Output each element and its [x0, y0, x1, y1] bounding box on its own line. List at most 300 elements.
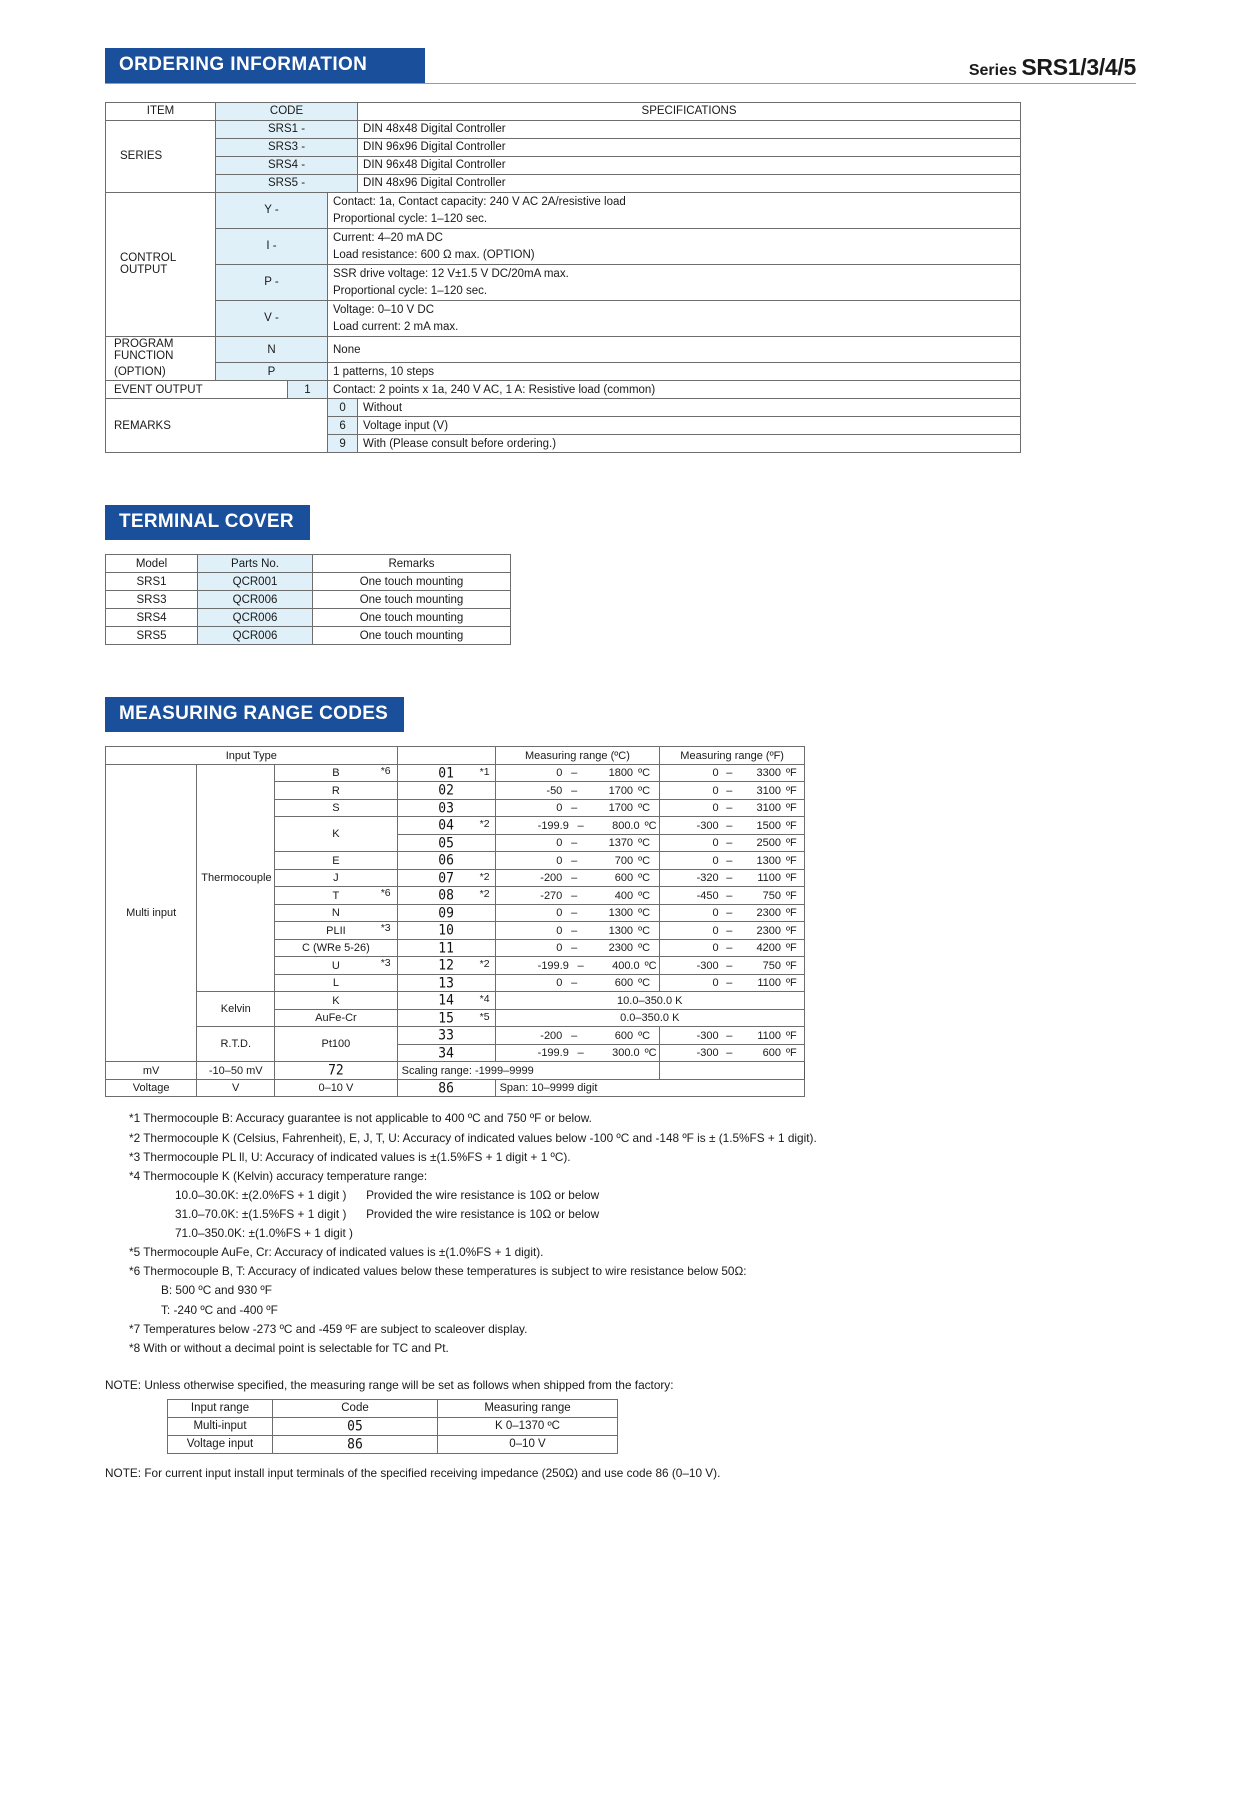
range-code-value: 13 [438, 974, 454, 992]
table-row [106, 609, 511, 627]
table-row [106, 228, 1021, 246]
remarks-code: 0 [328, 399, 358, 417]
footnote-5: *5 Thermocouple AuFe, Cr: Accuracy of indicated values is ±(1.0%FS + 1 digit). [129, 1245, 544, 1260]
footnotes-block [105, 1109, 1136, 1357]
range-high: 1370 [608, 837, 634, 850]
section-banner-ordering: ORDERING INFORMATION [105, 48, 425, 83]
range-celsius: 0 – 1370 ºC [495, 834, 660, 852]
range-code-footnote: *2 [479, 818, 490, 831]
range-low: 0 [712, 854, 719, 867]
table-row [106, 174, 1021, 192]
footnote-3: *3 Thermocouple PL ll, U: Accuracy of indicated values is ±(1.5%FS + 1 digit + 1 ºC). [129, 1149, 571, 1164]
table-row [106, 381, 1021, 399]
range-low: 0 [712, 767, 719, 780]
range-code [397, 922, 495, 940]
control-output-code: V - [216, 300, 328, 336]
subgroup-kelvin: Kelvin [197, 992, 275, 1027]
col-model: Model [106, 555, 198, 573]
program-function-spec: None [328, 336, 1021, 363]
input-type [275, 869, 397, 887]
range-high: 400.0 [612, 959, 640, 972]
footnote-6: *6 Thermocouple B, T: Accuracy of indicated values below these temperatures is subject to wire resistance below 50Ω: [129, 1264, 747, 1279]
range-code-footnote: *2 [479, 870, 490, 883]
remarks: One touch mounting [313, 627, 511, 645]
remarks-code: 6 [328, 417, 358, 435]
control-output-spec-line2: Proportional cycle: 1–120 sec. [328, 282, 1021, 300]
range-low: -300 [696, 1029, 719, 1042]
range-code-value: 01 [438, 764, 454, 782]
range-celsius: -270 – 400 ºC [495, 887, 660, 905]
remarks-spec: With (Please consult before ordering.) [358, 435, 1021, 453]
range-celsius: -199.9 – 800.0 ºC [495, 817, 660, 835]
table-row [106, 399, 1021, 417]
measuring-range: 0–10 V [438, 1435, 618, 1453]
series-spec: DIN 96x48 Digital Controller [358, 156, 1021, 174]
parts-no: QCR006 [198, 627, 313, 645]
range-low: 0 [712, 977, 719, 990]
range-code-value: 86 [347, 1435, 363, 1453]
range-unit: ºC [638, 1029, 651, 1042]
range-code [397, 764, 495, 782]
remarks-spec: Voltage input (V) [358, 417, 1021, 435]
subgroup-rtd: R.T.D. [197, 1027, 275, 1062]
range-code [275, 1062, 397, 1080]
table-row [106, 120, 1021, 138]
range-code-value: 14 [438, 992, 454, 1010]
range-unit: ºF [785, 854, 797, 867]
input-type [275, 939, 397, 957]
row-label-program-function: PROGRAM FUNCTION [106, 336, 216, 363]
table-row [106, 264, 1021, 282]
range-unit: ºC [638, 767, 651, 780]
group-multi-input: Multi input [106, 764, 197, 1062]
input-type-label: K [332, 828, 340, 841]
range-high: 1100 [757, 872, 781, 885]
range-high: 1300 [756, 854, 781, 867]
range-unit: ºF [785, 802, 797, 815]
range-celsius: 0 – 2300 ºC [495, 939, 660, 957]
range-unit: ºF [785, 837, 797, 850]
table-row [106, 627, 511, 645]
range-unit: ºF [785, 767, 797, 780]
range-code-value: 03 [438, 799, 454, 817]
range-code-value: 72 [328, 1062, 344, 1080]
range-high: 3100 [756, 802, 781, 815]
control-output-code: Y - [216, 192, 328, 228]
col-parts-no: Parts No. [198, 555, 313, 573]
range-code [273, 1417, 438, 1435]
input-type [275, 1009, 397, 1027]
range-code-value: 12 [438, 957, 454, 975]
series-code: SRS4 - [216, 156, 358, 174]
col-item: ITEM [106, 102, 216, 120]
range-celsius: 0 – 1300 ºC [495, 922, 660, 940]
range-low: 0 [712, 924, 719, 937]
range-high: 3300 [756, 767, 781, 780]
table-header-row [168, 1399, 618, 1417]
event-output-spec: Contact: 2 points x 1a, 240 V AC, 1 A: Resistive load (common) [328, 381, 1021, 399]
range-code-footnote: *2 [479, 888, 490, 901]
input-type-label: K [332, 994, 340, 1007]
input-type [275, 817, 397, 852]
range-code [397, 1027, 495, 1045]
range-high: 700 [614, 854, 634, 867]
input-type-label: B [332, 767, 340, 780]
range-code-value: 34 [438, 1044, 454, 1062]
table-row [106, 138, 1021, 156]
range-high: 4200 [756, 942, 781, 955]
col-specifications: SPECIFICATIONS [358, 102, 1021, 120]
range-code [397, 1079, 495, 1097]
range-unit: ºF [785, 907, 797, 920]
factory-default-table [167, 1399, 618, 1454]
input-type [275, 887, 397, 905]
table-row [106, 591, 511, 609]
input-type-label: 0–10 V [275, 1079, 397, 1097]
input-type-label: N [331, 907, 340, 920]
input-type-footnote: *6 [380, 887, 391, 900]
row-label-remarks: REMARKS [106, 399, 328, 453]
col-code: Code [273, 1399, 438, 1417]
range-high: 400 [614, 889, 634, 902]
range-high: 800.0 [612, 819, 640, 832]
subgroup-v: V [197, 1079, 275, 1097]
range-celsius: 0 – 1700 ºC [495, 799, 660, 817]
table-header-row [106, 555, 511, 573]
range-unit: ºF [785, 924, 797, 937]
range-code-footnote: *4 [479, 993, 490, 1006]
input-type-label: AuFe-Cr [315, 1012, 357, 1025]
remarks: One touch mounting [313, 591, 511, 609]
input-type-label: -10–50 mV [197, 1062, 275, 1080]
row-label-series: SERIES [106, 120, 216, 192]
range-celsius: -50 – 1700 ºC [495, 782, 660, 800]
input-type-label: R [331, 784, 340, 797]
footnote-4: *4 Thermocouple K (Kelvin) accuracy temperature range: [129, 1168, 428, 1183]
range-low: -200 [540, 872, 563, 885]
parts-no: QCR006 [198, 609, 313, 627]
range-high: 1300 [608, 924, 634, 937]
range-low: 0 [556, 837, 563, 850]
range-high: 750 [762, 889, 781, 902]
range-celsius: -200 – 600 ºC [495, 869, 660, 887]
range-code-value: 02 [438, 782, 454, 800]
range-unit: ºC [638, 942, 651, 955]
range-celsius: 0 – 600 ºC [495, 974, 660, 992]
range-code-footnote: *2 [479, 958, 490, 971]
range-high: 1800 [608, 767, 634, 780]
input-type [275, 957, 397, 975]
range-high: 2300 [756, 924, 781, 937]
range-code [397, 782, 495, 800]
program-function-code: N [216, 336, 328, 363]
input-type-label: U [331, 959, 340, 972]
row-label-program-function-option: (OPTION) [106, 363, 216, 381]
subgroup-thermocouple: Thermocouple [197, 764, 275, 992]
range-unit: ºF [785, 1047, 797, 1060]
input-type [275, 992, 397, 1010]
range-unit: ºF [785, 819, 797, 832]
series-prefix: Series [968, 61, 1017, 79]
control-output-spec-line2: Load resistance: 600 Ω max. (OPTION) [328, 246, 1021, 264]
range-unit: ºC [644, 1047, 657, 1060]
bottom-note-1: NOTE: Unless otherwise specified, the measuring range will be set as follows when shipped from the factory: [105, 1377, 674, 1392]
parts-no: QCR006 [198, 591, 313, 609]
control-output-spec-line2: Load current: 2 mA max. [328, 318, 1021, 336]
range-unit: ºC [638, 907, 651, 920]
range-low: -300 [696, 959, 719, 972]
range-low: -320 [696, 872, 719, 885]
control-output-code: I - [216, 228, 328, 264]
input-type-footnote: *6 [380, 764, 391, 777]
range-span: Span: 10–9999 digit [495, 1079, 804, 1097]
group-voltage: Voltage [106, 1079, 197, 1097]
range-fahrenheit: 0 – 2300 ºF [660, 922, 805, 940]
range-fahrenheit: 0 – 2500 ºF [660, 834, 805, 852]
table-row [168, 1435, 618, 1453]
table-row [106, 1079, 805, 1097]
range-unit: ºC [638, 924, 651, 937]
control-output-spec-line1: Current: 4–20 mA DC [328, 228, 1021, 246]
input-type [275, 1027, 397, 1062]
table-row [106, 573, 511, 591]
range-celsius: -200 – 600 ºC [495, 1027, 660, 1045]
terminal-cover-table [105, 554, 511, 645]
range-code-value: 05 [347, 1417, 363, 1435]
range-low: -300 [696, 1047, 719, 1060]
range-celsius: 0 – 700 ºC [495, 852, 660, 870]
control-output-code: P - [216, 264, 328, 300]
table-header-row [106, 747, 805, 765]
table-row [106, 764, 805, 782]
range-low: 0 [556, 924, 563, 937]
model: SRS1 [106, 573, 198, 591]
range-unit: ºC [638, 784, 651, 797]
range-code-value: 11 [438, 939, 454, 957]
event-output-code: 1 [288, 381, 328, 399]
page-header [105, 48, 1136, 83]
input-type [275, 974, 397, 992]
range-low: -450 [696, 889, 719, 902]
series-title [969, 54, 1136, 83]
series-code: SRS1 - [216, 120, 358, 138]
range-low: 0 [712, 837, 719, 850]
range-code [273, 1435, 438, 1453]
range-low: -300 [696, 819, 719, 832]
table-row [106, 1062, 805, 1080]
range-low: 0 [712, 942, 719, 955]
series-spec: DIN 96x96 Digital Controller [358, 138, 1021, 156]
range-code-footnote: *1 [479, 765, 490, 778]
remarks-code: 9 [328, 435, 358, 453]
range-unit: ºF [785, 784, 797, 797]
input-type-label: PLII [326, 924, 346, 937]
range-code [397, 957, 495, 975]
parts-no: QCR001 [198, 573, 313, 591]
range-fahrenheit: 0 – 3100 ºF [660, 782, 805, 800]
range-unit: ºF [785, 872, 797, 885]
range-code [397, 852, 495, 870]
range-code [397, 1044, 495, 1062]
footnote-7: *7 Temperatures below -273 ºC and -459 ºF are subject to scaleover display. [129, 1321, 528, 1336]
range-unit: ºC [644, 959, 657, 972]
input-type [275, 799, 397, 817]
range-span: 0.0–350.0 K [495, 1009, 804, 1027]
footnote-6-sub-2: T: -240 ºC and -400 ºF [161, 1302, 278, 1317]
range-unit: ºC [638, 854, 651, 867]
range-high: 1100 [757, 1029, 781, 1042]
input-type-label: T [332, 889, 340, 902]
range-fahrenheit: -300 – 600 ºF [660, 1044, 805, 1062]
range-code-value: 06 [438, 852, 454, 870]
range-code-value: 86 [438, 1079, 454, 1097]
range-unit: ºC [638, 837, 651, 850]
range-low: 0 [556, 942, 563, 955]
range-high: 1700 [608, 802, 634, 815]
range-high: 750 [762, 959, 781, 972]
range-code-value: 04 [438, 817, 454, 835]
range-unit: ºF [785, 977, 797, 990]
range-span: 10.0–350.0 K [495, 992, 804, 1010]
model: SRS4 [106, 609, 198, 627]
range-celsius: -199.9 – 300.0 ºC [495, 1044, 660, 1062]
range-fahrenheit: 0 – 1300 ºF [660, 852, 805, 870]
range-code-value: 33 [438, 1027, 454, 1045]
footnote-8: *8 With or without a decimal point is selectable for TC and Pt. [129, 1340, 449, 1355]
input-type [275, 764, 397, 782]
range-unit: ºF [785, 1029, 797, 1042]
bottom-note-2: NOTE: For current input install input terminals of the specified receiving impedance (250Ω) and use code 86 (0–10 V). [105, 1465, 721, 1480]
section-banner-measuring-range: MEASURING RANGE CODES [105, 697, 404, 732]
table-row [168, 1417, 618, 1435]
measuring-range-codes-table [105, 746, 805, 1097]
col-code [397, 747, 495, 765]
range-low: 0 [712, 802, 719, 815]
series-code: SRS5 - [216, 174, 358, 192]
col-range-celsius: Measuring range (ºC) [495, 747, 660, 765]
range-low: 0 [556, 767, 563, 780]
range-unit: ºF [785, 959, 797, 972]
range-high: 300.0 [612, 1047, 640, 1060]
range-code-value: 08 [438, 887, 454, 905]
input-type-label: C (WRe 5-26) [301, 942, 370, 955]
range-fahrenheit: -300 – 750 ºF [660, 957, 805, 975]
col-input-range: Input range [168, 1399, 273, 1417]
subgroup-mv: mV [106, 1062, 197, 1080]
range-code [397, 939, 495, 957]
range-high: 600 [614, 872, 634, 885]
range-unit: ºC [638, 889, 651, 902]
section-banner-terminal-cover: TERMINAL COVER [105, 505, 310, 540]
range-high: 600 [614, 977, 634, 990]
range-fahrenheit: 0 – 2300 ºF [660, 904, 805, 922]
range-code-value: 07 [438, 869, 454, 887]
range-code-value: 09 [438, 904, 454, 922]
control-output-spec-line2: Proportional cycle: 1–120 sec. [328, 210, 1021, 228]
range-fahrenheit: 0 – 3100 ºF [660, 799, 805, 817]
input-type [275, 904, 397, 922]
range-code-value: 10 [438, 922, 454, 940]
series-code: SRS3 - [216, 138, 358, 156]
range-low: -199.9 [537, 959, 569, 972]
table-row [106, 300, 1021, 318]
program-function-code: P [216, 363, 328, 381]
footnote-4-sub-2: 31.0–70.0K: ±(1.5%FS + 1 digit ) Provided the wire resistance is 10Ω or below [175, 1206, 600, 1221]
range-low: 0 [712, 784, 719, 797]
table-row [106, 992, 805, 1010]
input-type-label: Pt100 [321, 1038, 351, 1051]
range-low: 0 [556, 854, 563, 867]
range-low: 0 [556, 977, 563, 990]
table-row [106, 363, 1021, 381]
table-header-row [106, 102, 1021, 120]
range-unit: ºF [785, 889, 797, 902]
range-fahrenheit: -450 – 750 ºF [660, 887, 805, 905]
input-type-label: E [332, 854, 340, 867]
range-celsius: 0 – 1800 ºC [495, 764, 660, 782]
range-fahrenheit: 0 – 4200 ºF [660, 939, 805, 957]
input-type-label: L [332, 977, 339, 990]
range-celsius: 0 – 1300 ºC [495, 904, 660, 922]
range-code [397, 887, 495, 905]
range-code [397, 904, 495, 922]
footnote-4-sub-1: 10.0–30.0K: ±(2.0%FS + 1 digit ) Provided the wire resistance is 10Ω or below [175, 1187, 600, 1202]
range-code [397, 817, 495, 835]
header-divider [105, 83, 1136, 84]
range-high: 1500 [756, 819, 781, 832]
input-type [275, 922, 397, 940]
col-code: CODE [216, 102, 358, 120]
range-fahrenheit: -300 – 1100 ºF [660, 1027, 805, 1045]
input-type [275, 852, 397, 870]
range-low: 0 [556, 802, 563, 815]
control-output-spec-line1: Voltage: 0–10 V DC [328, 300, 1021, 318]
range-span: Scaling range: -1999–9999 [397, 1062, 660, 1080]
input-type-label: S [332, 802, 340, 815]
range-code [397, 869, 495, 887]
range-fahrenheit: 0 – 1100 ºF [660, 974, 805, 992]
range-unit: ºF [785, 942, 797, 955]
range-high: 600 [762, 1047, 781, 1060]
row-label-event-output: EVENT OUTPUT [106, 381, 288, 399]
col-input-type: Input Type [106, 747, 398, 765]
range-high: 1100 [757, 977, 781, 990]
table-row [106, 192, 1021, 210]
col-range-fahrenheit: Measuring range (ºF) [660, 747, 805, 765]
range-low: -199.9 [537, 1047, 569, 1060]
range-code-value: 15 [438, 1009, 454, 1027]
control-output-spec-line1: Contact: 1a, Contact capacity: 240 V AC 2A/resistive load [328, 192, 1021, 210]
footnote-1: *1 Thermocouple B: Accuracy guarantee is not applicable to 400 ºC and 750 ºF or below. [129, 1111, 592, 1126]
range-celsius: -199.9 – 400.0 ºC [495, 957, 660, 975]
series-spec: DIN 48x48 Digital Controller [358, 120, 1021, 138]
input-type-footnote: *3 [380, 922, 391, 935]
range-high: 1700 [608, 784, 634, 797]
input-type-label: J [333, 872, 339, 885]
footnote-2: *2 Thermocouple K (Celsius, Fahrenheit), E, J, T, U: Accuracy of indicated values below -100 ºC and -148 ºF is ± (1.5%FS + 1 digit). [129, 1130, 817, 1145]
range-code-value: 05 [438, 834, 454, 852]
range-high: 600 [614, 1029, 634, 1042]
range-code [397, 799, 495, 817]
range-low: -199.9 [537, 819, 569, 832]
range-high: 3100 [756, 784, 781, 797]
model: SRS5 [106, 627, 198, 645]
input-range: Voltage input [168, 1435, 273, 1453]
range-unit: ºC [638, 802, 651, 815]
range-unit: ºC [638, 872, 651, 885]
range-code [397, 974, 495, 992]
table-row [106, 336, 1021, 363]
